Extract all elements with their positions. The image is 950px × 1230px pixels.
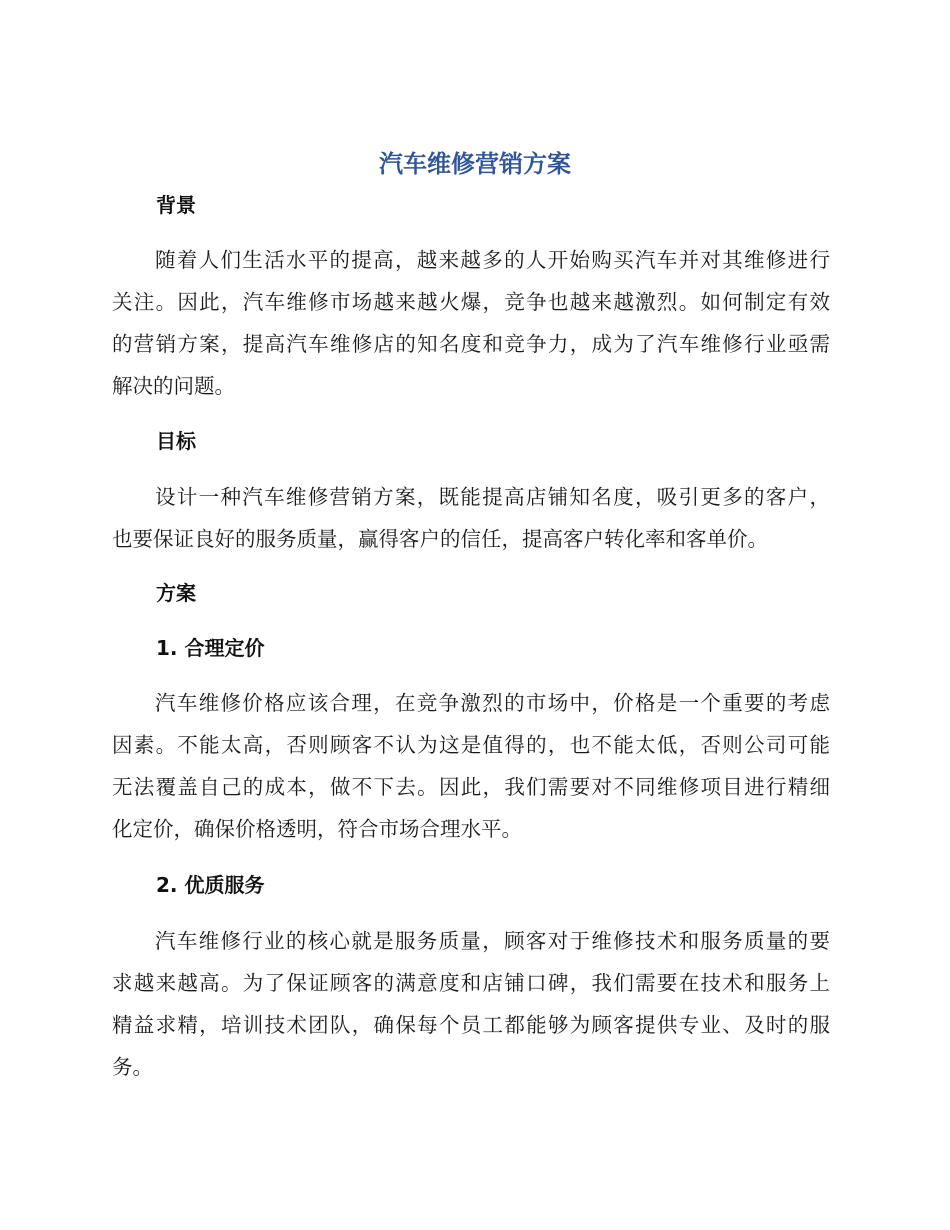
paragraph-line: 化定价，确保价格透明，符合市场合理水平。 [112,817,522,841]
paragraph-line: 务。 [112,1055,153,1079]
paragraph-line: 解决的问题。 [112,374,235,398]
paragraph-line: 设计一种汽车维修营销方案，既能提高店铺知名度，吸引更多的客户， [155,485,830,509]
section-heading-plan: 方案 [156,581,196,605]
paragraph-pricing [112,682,830,850]
paragraph-line: 精益求精，培训技术团队，确保每个员工都能够为顾客提供专业、及时的服 [112,1013,830,1037]
document-title: 汽车维修营销方案 [379,150,571,178]
paragraph-line: 也要保证良好的服务质量，赢得客户的信任，提高客户转化率和客单价。 [112,527,768,551]
paragraph-line: 因素。不能太高，否则顾客不认为这是值得的，也不能太低，否则公司可能 [112,733,830,757]
paragraph-service [112,920,830,1088]
paragraph-line: 求越来越高。为了保证顾客的满意度和店铺口碑，我们需要在技术和服务上 [112,971,830,995]
subsection-heading-service: 2. 优质服务 [156,873,265,897]
paragraph-line: 关注。因此，汽车维修市场越来越火爆，竞争也越来越激烈。如何制定有效 [112,290,830,314]
section-heading-background: 背景 [156,193,196,217]
paragraph-line: 汽车维修价格应该合理，在竞争激烈的市场中，价格是一个重要的考虑 [155,691,830,715]
section-heading-goal: 目标 [156,429,196,453]
paragraph-line: 无法覆盖自己的成本，做不下去。因此，我们需要对不同维修项目进行精细 [112,775,830,799]
paragraph-line: 汽车维修行业的核心就是服务质量，顾客对于维修技术和服务质量的要 [155,929,830,953]
paragraph-goal [112,476,830,560]
subsection-heading-pricing: 1. 合理定价 [156,636,265,660]
paragraph-background [112,239,830,407]
paragraph-line: 随着人们生活水平的提高，越来越多的人开始购买汽车并对其维修进行 [155,248,830,272]
paragraph-line: 的营销方案，提高汽车维修店的知名度和竞争力，成为了汽车维修行业亟需 [112,332,830,356]
